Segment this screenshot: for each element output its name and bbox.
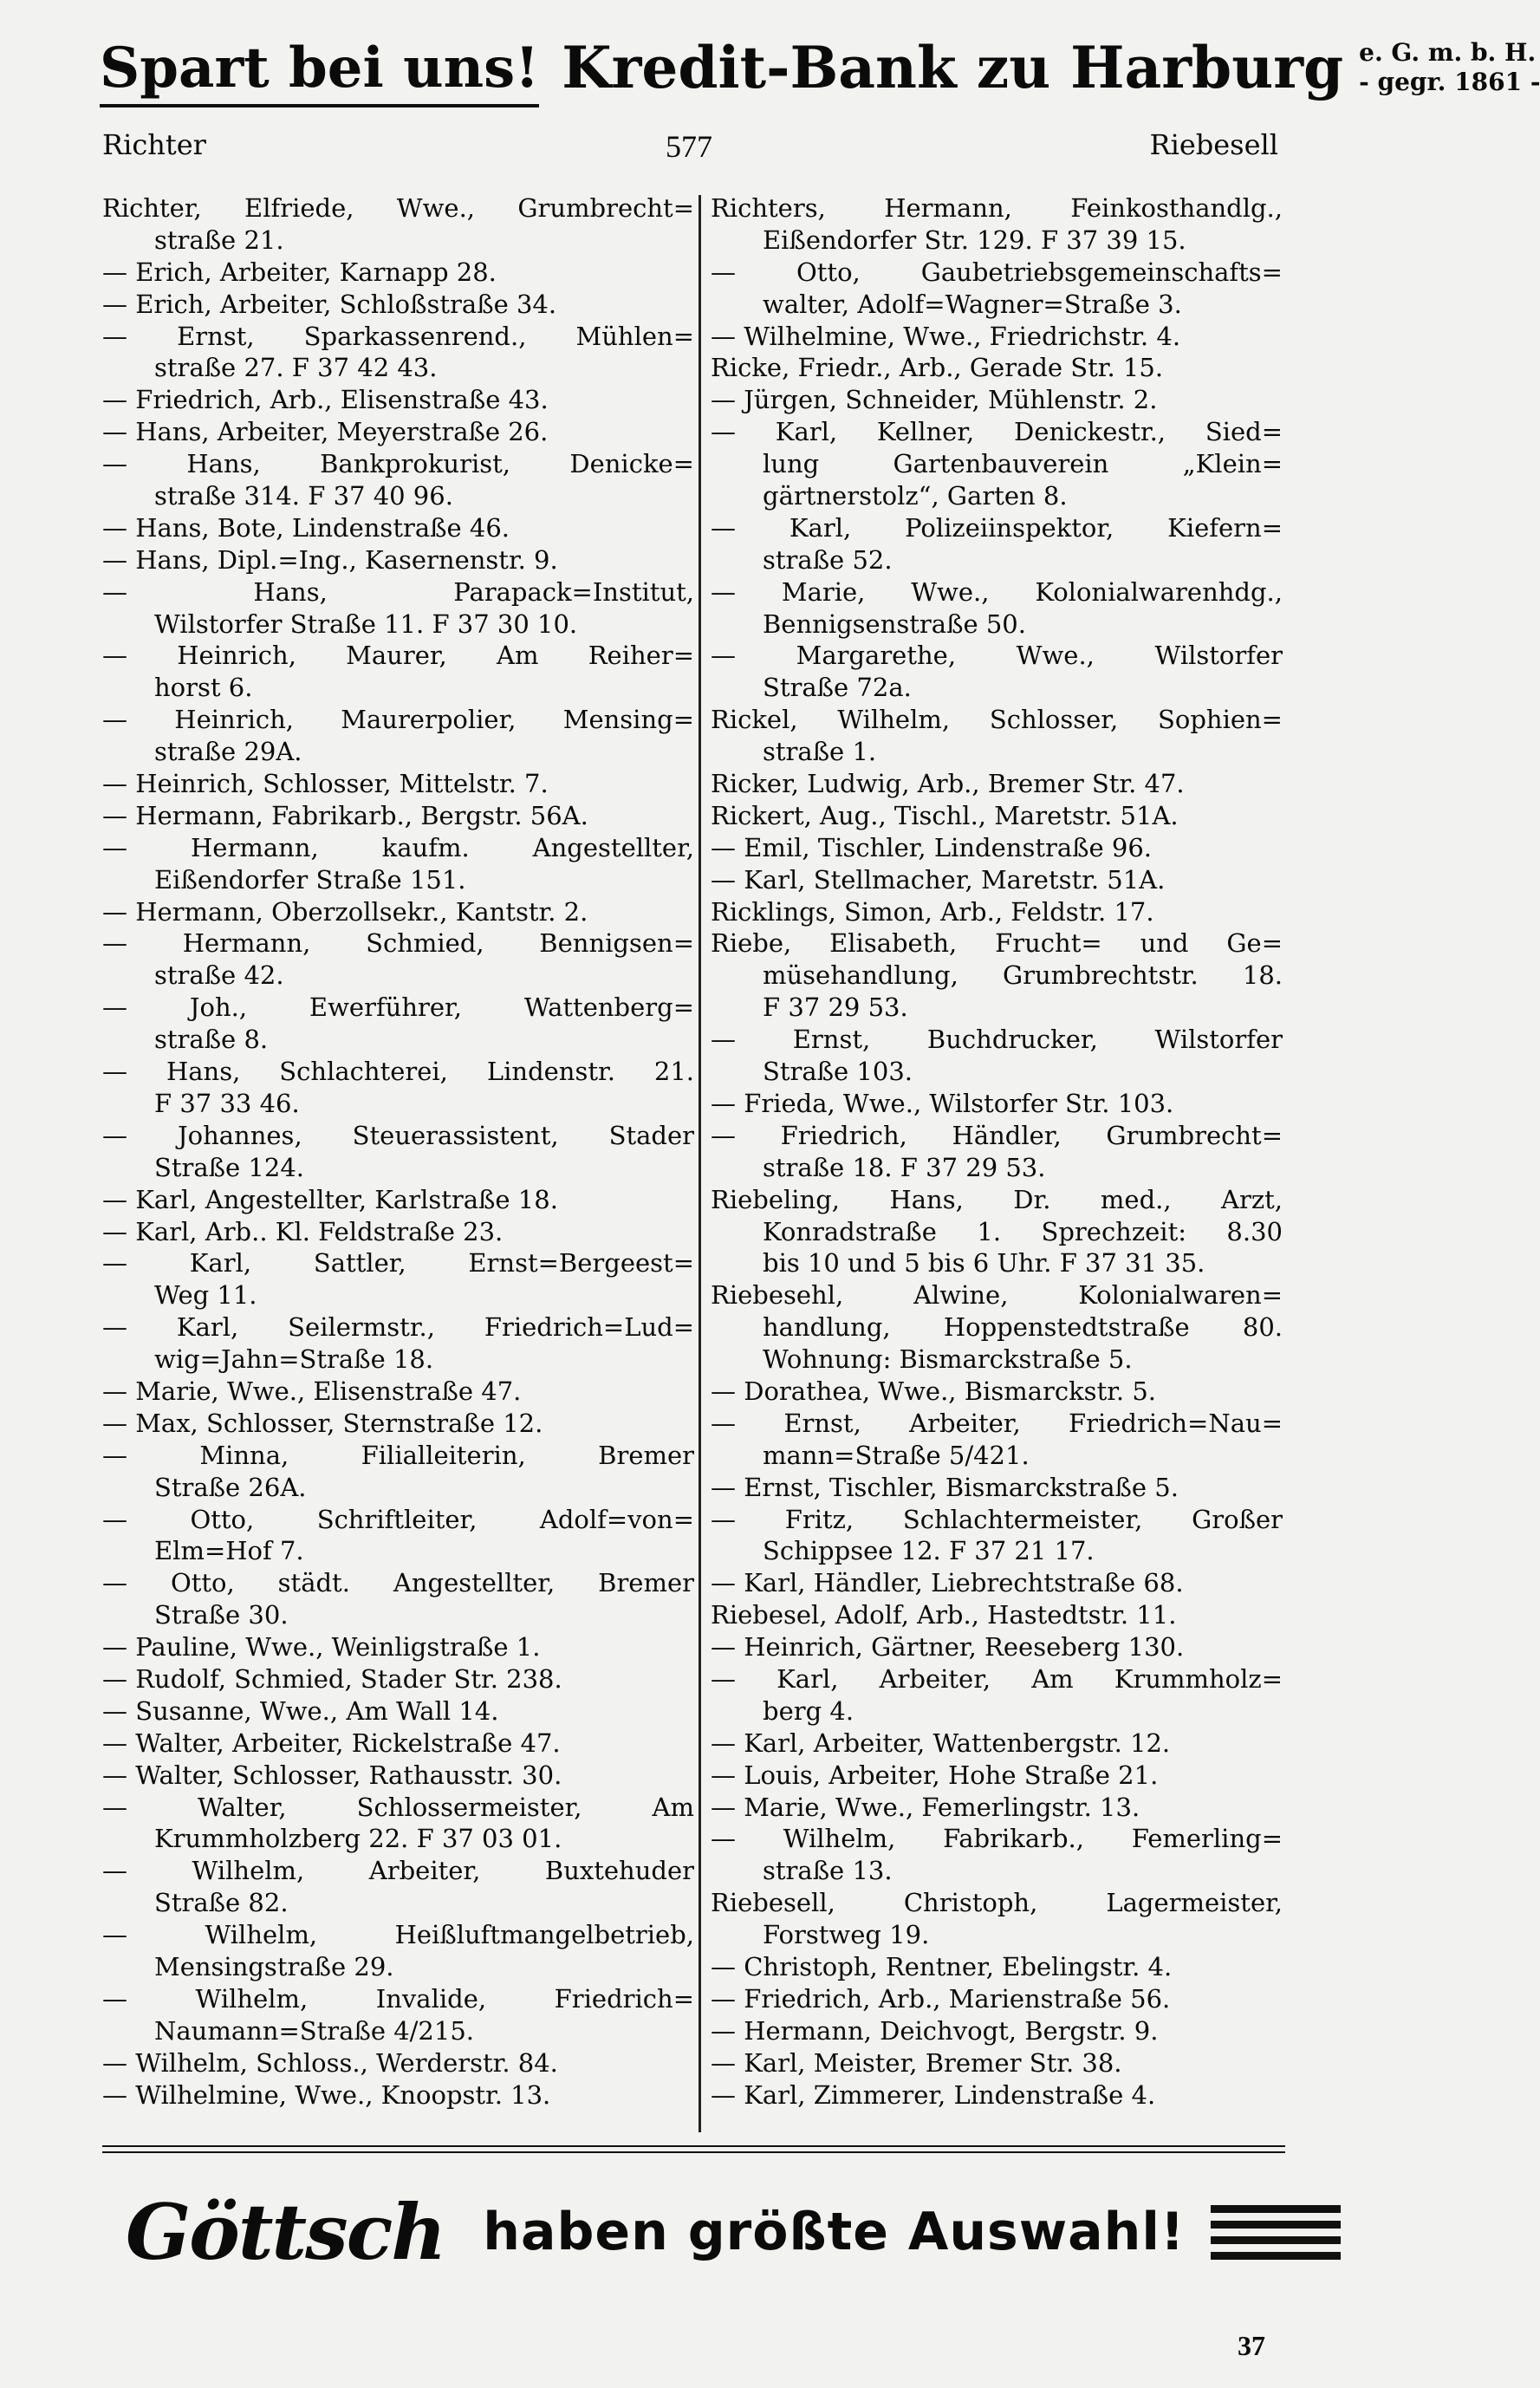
right-column bbox=[711, 192, 1283, 2147]
directory-entry-line: — Hermann, Oberzollsekr., Kantstr. 2. bbox=[102, 896, 588, 927]
directory-entry-line: — Hans, Bote, Lindenstraße 46. bbox=[102, 512, 510, 543]
directory-entry-line: — Hans, Schlachterei, Lindenstr. 21. bbox=[102, 1057, 694, 1087]
directory-entry-line: horst 6. bbox=[154, 673, 253, 703]
directory-entry-line: Rickert, Aug., Tischl., Maretstr. 51A. bbox=[711, 800, 1179, 830]
directory-entry-line: — Otto, städt. Angestellter, Bremer bbox=[102, 1568, 694, 1598]
directory-entry-line: Ricklings, Simon, Arb., Feldstr. 17. bbox=[711, 896, 1154, 927]
directory-entry-line: — Ernst, Arbeiter, Friedrich=Nau= bbox=[711, 1408, 1283, 1438]
directory-entry-line: — Ernst, Tischler, Bismarckstraße 5. bbox=[711, 1472, 1179, 1502]
directory-entry-line: straße 18. F 37 29 53. bbox=[763, 1152, 1046, 1182]
directory-entry-line: Eißendorfer Straße 151. bbox=[154, 864, 466, 895]
directory-entry-line: Konradstraße 1. Sprechzeit: 8.30 bbox=[763, 1216, 1283, 1246]
directory-entry-line: — Karl, Kellner, Denickestr., Sied= bbox=[711, 417, 1283, 447]
directory-entry-line: straße 52. bbox=[763, 544, 893, 575]
directory-entry-line: Bennigsenstraße 50. bbox=[763, 608, 1026, 639]
directory-entry-line: — Friedrich, Arb., Elisenstraße 43. bbox=[102, 385, 549, 415]
directory-entry-line: — Joh., Ewerführer, Wattenberg= bbox=[102, 992, 694, 1023]
directory-entry-line: — Ernst, Buchdrucker, Wilstorfer bbox=[711, 1025, 1283, 1055]
page-number: 577 bbox=[666, 129, 712, 164]
bottom-rule-secondary bbox=[102, 2151, 1285, 2153]
directory-entry-line: — Ernst, Sparkassenrend., Mühlen= bbox=[102, 321, 694, 351]
directory-entry-line: — Frieda, Wwe., Wilstorfer Str. 103. bbox=[711, 1088, 1174, 1118]
directory-entry-line: Ricker, Ludwig, Arb., Bremer Str. 47. bbox=[711, 769, 1185, 799]
directory-entry-line: Wohnung: Bismarckstraße 5. bbox=[763, 1344, 1133, 1375]
directory-entry-line: Krummholzberg 22. F 37 03 01. bbox=[154, 1824, 562, 1854]
directory-entry-line: — Heinrich, Schlosser, Mittelstr. 7. bbox=[102, 769, 549, 799]
directory-entry-line: Straße 26A. bbox=[154, 1472, 307, 1502]
directory-entry-line: Naumann=Straße 4/215. bbox=[154, 2015, 474, 2046]
directory-entry-line: — Karl, Arbeiter, Am Krummholz= bbox=[711, 1663, 1283, 1694]
running-header bbox=[102, 128, 1278, 172]
directory-entry-line: — Karl, Zimmerer, Lindenstraße 4. bbox=[711, 2079, 1156, 2110]
directory-entry-line: Richter, Elfriede, Wwe., Grumbrecht= bbox=[102, 193, 694, 223]
directory-entry-line: müsehandlung, Grumbrechtstr. 18. bbox=[763, 960, 1283, 991]
directory-entry-line: Riebeling, Hans, Dr. med., Arzt, bbox=[711, 1184, 1283, 1214]
directory-entry-line: Schippsee 12. F 37 21 17. bbox=[763, 1536, 1095, 1566]
bottom-advertisement bbox=[126, 2180, 1278, 2284]
directory-entry-line: Eißendorfer Str. 129. F 37 39 15. bbox=[763, 224, 1186, 255]
banner-bank-name: Kredit-Bank zu Harburg bbox=[562, 34, 1344, 101]
directory-entry-line: Mensingstraße 29. bbox=[154, 1951, 394, 1981]
directory-entry-line: — Wilhelmine, Wwe., Friedrichstr. 4. bbox=[711, 321, 1181, 351]
directory-entry-line: straße 8. bbox=[154, 1025, 269, 1055]
directory-entry-line: — Heinrich, Maurer, Am Reiher= bbox=[102, 641, 694, 671]
directory-entry-line: Straße 124. bbox=[154, 1152, 304, 1182]
directory-entry-line: — Johannes, Steuerassistent, Stader bbox=[102, 1120, 694, 1150]
directory-entry-line: — Hans, Arbeiter, Meyerstraße 26. bbox=[102, 417, 549, 447]
directory-entry-line: — Karl, Händler, Liebrechtstraße 68. bbox=[711, 1568, 1184, 1598]
directory-entry-line: — Pauline, Wwe., Weinligstraße 1. bbox=[102, 1632, 541, 1662]
directory-entry-line: — Wilhelm, Arbeiter, Buxtehuder bbox=[102, 1856, 694, 1886]
directory-entry-line: Forstweg 19. bbox=[763, 1920, 930, 1950]
directory-entry-line: — Dorathea, Wwe., Bismarckstr. 5. bbox=[711, 1376, 1156, 1406]
banner-founded: - gegr. 1861 - bbox=[1359, 68, 1540, 96]
directory-entry-line: — Erich, Arbeiter, Schloßstraße 34. bbox=[102, 289, 557, 319]
column-divider bbox=[699, 195, 701, 2132]
banner-legal-info bbox=[1359, 38, 1540, 97]
directory-entry-line: — Hermann, kaufm. Angestellter, bbox=[102, 832, 694, 862]
directory-entry-line: — Margarethe, Wwe., Wilstorfer bbox=[711, 641, 1283, 671]
directory-entry-line: — Karl, Stellmacher, Maretstr. 51A. bbox=[711, 864, 1166, 895]
directory-entry-line: Straße 72a. bbox=[763, 673, 912, 703]
directory-entry-line: gärtnerstolz“, Garten 8. bbox=[763, 481, 1068, 511]
directory-entry-line: — Fritz, Schlachtermeister, Großer bbox=[711, 1504, 1283, 1534]
directory-entry-line: straße 29A. bbox=[154, 737, 302, 767]
directory-entry-line: — Christoph, Rentner, Ebelingstr. 4. bbox=[711, 1951, 1173, 1981]
directory-entry-line: straße 13. bbox=[763, 1856, 893, 1886]
bottom-rule bbox=[102, 2145, 1285, 2147]
directory-entry-line: — Karl, Meister, Bremer Str. 38. bbox=[711, 2047, 1122, 2078]
directory-entry-line: — Wilhelm, Heißluftmangelbetrieb, bbox=[102, 1920, 694, 1950]
directory-entry-line: — Walter, Schlosser, Rathausstr. 30. bbox=[102, 1760, 562, 1790]
directory-entry-line: Rickel, Wilhelm, Schlosser, Sophien= bbox=[711, 705, 1283, 735]
directory-entry-line: — Hermann, Fabrikarb., Bergstr. 56A. bbox=[102, 800, 588, 830]
directory-entry-line: — Karl, Polizeiinspektor, Kiefern= bbox=[711, 512, 1283, 543]
directory-entry-line: — Louis, Arbeiter, Hohe Straße 21. bbox=[711, 1760, 1159, 1790]
directory-entry-line: berg 4. bbox=[763, 1695, 854, 1726]
directory-entry-line: — Friedrich, Händler, Grumbrecht= bbox=[711, 1120, 1283, 1150]
directory-entry-line: walter, Adolf=Wagner=Straße 3. bbox=[763, 289, 1182, 319]
directory-entry-line: — Karl, Sattler, Ernst=Bergeest= bbox=[102, 1248, 694, 1279]
directory-entry-line: — Otto, Schriftleiter, Adolf=von= bbox=[102, 1504, 694, 1534]
directory-entry-line: — Max, Schlosser, Sternstraße 12. bbox=[102, 1408, 543, 1438]
directory-entry-line: — Otto, Gaubetriebsgemeinschafts= bbox=[711, 257, 1283, 287]
directory-entry-line: — Emil, Tischler, Lindenstraße 96. bbox=[711, 832, 1153, 862]
ad-slogan: haben größte Auswahl! bbox=[483, 2202, 1186, 2262]
directory-entry-line: — Marie, Wwe., Femerlingstr. 13. bbox=[711, 1792, 1140, 1822]
directory-entry-line: Straße 103. bbox=[763, 1057, 913, 1087]
running-header-last-entry: Riebesell bbox=[1149, 128, 1278, 161]
directory-entry-line: wig=Jahn=Straße 18. bbox=[154, 1344, 434, 1375]
banner-slogan: Spart bei uns! bbox=[100, 35, 540, 101]
directory-entry-line: — Rudolf, Schmied, Stader Str. 238. bbox=[102, 1663, 562, 1694]
directory-entry-line: — Hans, Bankprokurist, Denicke= bbox=[102, 449, 694, 479]
directory-entry-line: Riebesell, Christoph, Lagermeister, bbox=[711, 1888, 1283, 1918]
directory-entry-line: F 37 33 46. bbox=[154, 1088, 300, 1118]
directory-entry-line: — Karl, Angestellter, Karlstraße 18. bbox=[102, 1184, 558, 1214]
directory-entry-line: — Wilhelmine, Wwe., Knoopstr. 13. bbox=[102, 2079, 551, 2110]
directory-entry-line: Wilstorfer Straße 11. F 37 30 10. bbox=[154, 608, 578, 639]
directory-entry-line: — Hans, Parapack=Institut, bbox=[102, 576, 694, 607]
directory-entry-line: mann=Straße 5/421. bbox=[763, 1440, 1030, 1470]
directory-entry-line: bis 10 und 5 bis 6 Uhr. F 37 31 35. bbox=[763, 1248, 1205, 1279]
directory-entry-line: Weg 11. bbox=[154, 1280, 257, 1311]
directory-entry-line: — Karl, Arbeiter, Wattenbergstr. 12. bbox=[711, 1728, 1171, 1758]
directory-entry-line: straße 27. F 37 42 43. bbox=[154, 353, 438, 383]
directory-entry-line: Ricke, Friedr., Arb., Gerade Str. 15. bbox=[711, 353, 1164, 383]
directory-entry-line: — Minna, Filialleiterin, Bremer bbox=[102, 1440, 694, 1470]
directory-entry-line: Straße 82. bbox=[154, 1888, 289, 1918]
running-header-first-entry: Richter bbox=[102, 128, 206, 161]
directory-entry-line: straße 42. bbox=[154, 960, 284, 991]
directory-entry-line: — Karl, Seilermstr., Friedrich=Lud= bbox=[102, 1312, 694, 1343]
directory-entry-line: straße 1. bbox=[763, 737, 877, 767]
directory-entry-line: — Wilhelm, Schloss., Werderstr. 84. bbox=[102, 2047, 558, 2078]
top-advertisement-banner bbox=[100, 24, 1540, 111]
directory-entry-line: Richters, Hermann, Feinkosthandlg., bbox=[711, 193, 1283, 223]
directory-entry-line: — Heinrich, Maurerpolier, Mensing= bbox=[102, 705, 694, 735]
sheet-number: 37 bbox=[1238, 2330, 1265, 2361]
directory-entry-line: — Jürgen, Schneider, Mühlenstr. 2. bbox=[711, 385, 1158, 415]
directory-entry-line: F 37 29 53. bbox=[763, 992, 908, 1023]
directory-entry-line: — Erich, Arbeiter, Karnapp 28. bbox=[102, 257, 497, 287]
directory-entry-line: — Walter, Schlossermeister, Am bbox=[102, 1792, 694, 1822]
directory-entry-line: — Marie, Wwe., Elisenstraße 47. bbox=[102, 1376, 522, 1406]
directory-entry-line: — Karl, Arb.. Kl. Feldstraße 23. bbox=[102, 1216, 504, 1246]
directory-entry-line: — Hermann, Deichvogt, Bergstr. 9. bbox=[711, 2015, 1159, 2046]
directory-entry-line: Straße 30. bbox=[154, 1600, 289, 1630]
directory-entry-line: Riebesel, Adolf, Arb., Hastedtstr. 11. bbox=[711, 1600, 1177, 1630]
directory-entry-line: Riebesehl, Alwine, Kolonialwaren= bbox=[711, 1280, 1283, 1311]
directory-entry-line: straße 21. bbox=[154, 224, 284, 255]
directory-entry-line: Riebe, Elisabeth, Frucht= und Ge= bbox=[711, 928, 1283, 959]
directory-entry-line: — Wilhelm, Fabrikarb., Femerling= bbox=[711, 1824, 1283, 1854]
directory-entry-line: — Walter, Arbeiter, Rickelstraße 47. bbox=[102, 1728, 561, 1758]
directory-entry-line: — Wilhelm, Invalide, Friedrich= bbox=[102, 1983, 694, 2014]
directory-entry-line: — Friedrich, Arb., Marienstraße 56. bbox=[711, 1983, 1171, 2014]
directory-entry-line: handlung, Hoppenstedtstraße 80. bbox=[763, 1312, 1283, 1343]
directory-entry-line: — Hermann, Schmied, Bennigsen= bbox=[102, 928, 694, 959]
directory-entry-line: — Marie, Wwe., Kolonialwarenhdg., bbox=[711, 576, 1283, 607]
banner-legal-form: e. G. m. b. H. bbox=[1359, 38, 1537, 67]
directory-entry-line: Elm=Hof 7. bbox=[154, 1536, 304, 1566]
ad-stripes-decoration bbox=[1211, 2205, 1341, 2260]
directory-entry-line: — Susanne, Wwe., Am Wall 14. bbox=[102, 1695, 499, 1726]
directory-entry-line: — Hans, Dipl.=Ing., Kasernenstr. 9. bbox=[102, 544, 558, 575]
left-column bbox=[102, 192, 694, 2147]
directory-entry-line: straße 314. F 37 40 96. bbox=[154, 481, 453, 511]
ad-brand-logo: Göttsch bbox=[126, 2187, 445, 2277]
directory-entry-line: lung Gartenbauverein „Klein= bbox=[763, 449, 1283, 479]
directory-entry-line: — Heinrich, Gärtner, Reeseberg 130. bbox=[711, 1632, 1185, 1662]
